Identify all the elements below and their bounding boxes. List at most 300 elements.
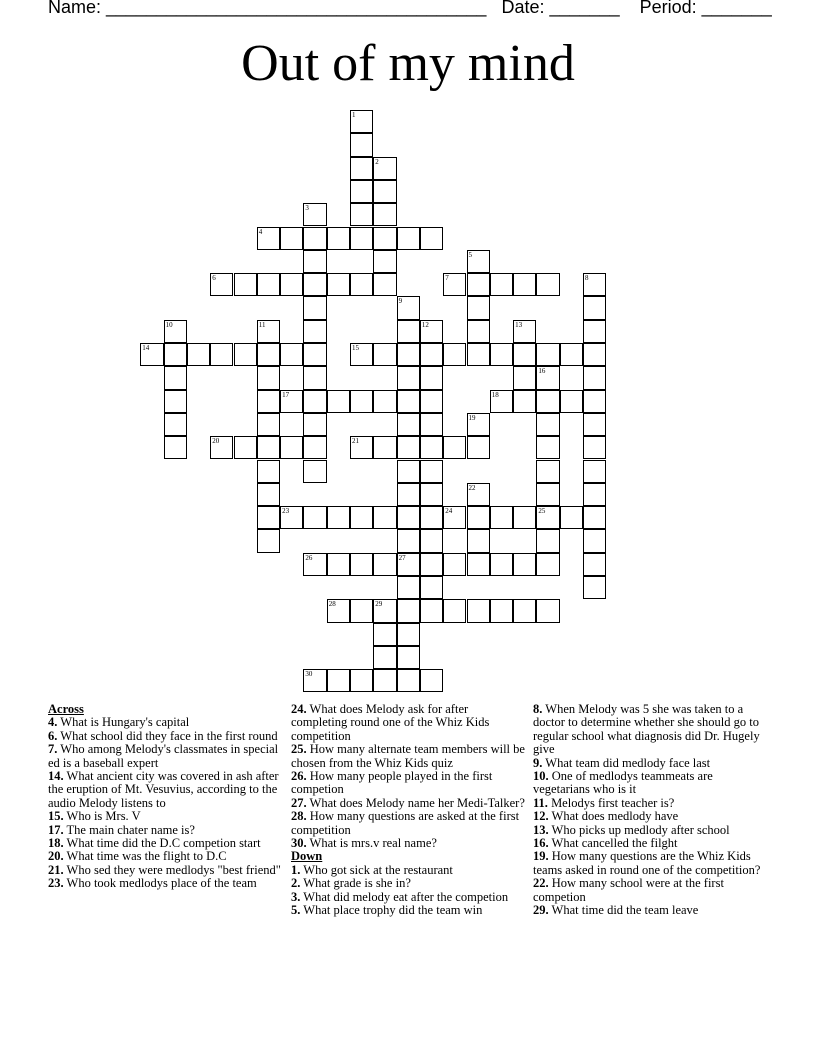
clue-number: 22 <box>468 483 476 492</box>
clue-number: 2 <box>375 157 379 166</box>
grid-cell[interactable] <box>420 343 443 366</box>
grid-cell[interactable] <box>350 180 373 203</box>
grid-cell[interactable] <box>536 483 559 506</box>
grid-cell[interactable] <box>210 273 233 296</box>
grid-cell[interactable] <box>350 110 373 133</box>
clue-item <box>291 837 527 850</box>
grid-cell[interactable] <box>257 273 280 296</box>
clue-number: 29 <box>375 600 383 609</box>
clue-number: 1 <box>352 111 356 119</box>
grid-cell[interactable] <box>257 227 280 250</box>
clue-number: 14 <box>142 344 150 352</box>
clue-number: 27 <box>398 553 406 562</box>
grid-cell[interactable] <box>327 227 350 250</box>
grid-cell[interactable] <box>536 506 559 529</box>
clue-number-label: 4. <box>48 715 58 730</box>
clue-item <box>533 757 769 770</box>
clue-text: What place trophy did the team win <box>303 903 483 918</box>
clue-number-label: 9. <box>533 755 543 770</box>
clue-number-label: 19. <box>533 849 549 864</box>
grid-cell[interactable] <box>397 553 420 576</box>
clue-item <box>48 864 284 877</box>
clue-number: 13 <box>515 320 523 329</box>
grid-cell[interactable] <box>560 390 583 413</box>
clue-number-label: 13. <box>533 822 549 837</box>
grid-cell[interactable] <box>350 227 373 250</box>
grid-cell[interactable] <box>490 553 513 576</box>
clue-item <box>291 797 527 810</box>
grid-cell[interactable] <box>397 646 420 669</box>
clue-number: 12 <box>421 320 429 329</box>
clue-item <box>291 770 527 797</box>
puzzle-title: Out of my mind <box>241 35 575 92</box>
clue-item <box>48 730 284 743</box>
grid-cell[interactable] <box>257 436 280 459</box>
grid-cell[interactable] <box>373 180 396 203</box>
clue-number: 21 <box>352 437 359 446</box>
clue-number-label: 26. <box>291 769 307 784</box>
grid-cell[interactable] <box>234 436 257 459</box>
grid-cell[interactable] <box>583 390 606 413</box>
clue-item <box>533 703 769 757</box>
clue-item <box>48 837 284 850</box>
clue-number-label: 12. <box>533 809 549 824</box>
grid-cell[interactable] <box>420 669 443 692</box>
grid-cell[interactable] <box>467 250 490 273</box>
clue-number: 3 <box>305 204 309 213</box>
grid-cell[interactable] <box>373 599 396 622</box>
grid-cell[interactable] <box>397 599 420 622</box>
grid-cell[interactable] <box>536 390 559 413</box>
grid-cell[interactable] <box>536 460 559 483</box>
clue-item <box>533 797 769 810</box>
grid-cell[interactable] <box>420 413 443 436</box>
grid-cell[interactable] <box>513 553 536 576</box>
clue-text: How many alternate team members will be chosen from the Whiz Kids quiz <box>291 742 525 770</box>
grid-cell[interactable] <box>397 483 420 506</box>
grid-cell[interactable] <box>583 460 606 483</box>
clue-number-label: 20. <box>48 849 64 864</box>
clue-text: When Melody was 5 she was taken to a doctor to determine whether she should go to regular school what diagnosis did Dr. Hugely give <box>533 702 760 757</box>
clue-number: 23 <box>282 507 290 516</box>
grid-cell[interactable] <box>583 366 606 389</box>
clue-number: 10 <box>165 320 173 329</box>
grid-cell[interactable] <box>490 273 513 296</box>
grid-cell[interactable] <box>373 250 396 273</box>
grid-cell[interactable] <box>513 320 536 343</box>
grid-cell[interactable] <box>350 343 373 366</box>
clue-number: 7 <box>445 274 449 283</box>
grid-cell[interactable] <box>303 296 326 319</box>
grid-cell[interactable] <box>373 227 396 250</box>
grid-cell[interactable] <box>303 413 326 436</box>
grid-cell[interactable] <box>536 343 559 366</box>
grid-cell[interactable] <box>420 576 443 599</box>
clue-number-label: 16. <box>533 836 549 851</box>
clue-text: How many people played in the first competion <box>291 769 493 797</box>
clue-text: What time did the team leave <box>551 903 699 918</box>
grid-cell[interactable] <box>280 343 303 366</box>
grid-cell[interactable] <box>467 506 490 529</box>
clue-number-label: 24. <box>291 702 307 716</box>
clue-number: 17 <box>282 390 290 399</box>
grid-cell[interactable] <box>490 390 513 413</box>
clue-item <box>533 824 769 837</box>
clue-text: How many questions are the Whiz Kids teams asked in round one of the competition? <box>533 849 761 877</box>
clue-section-heading: Across <box>48 702 84 716</box>
grid-cell[interactable] <box>583 343 606 366</box>
grid-cell[interactable] <box>467 436 490 459</box>
clue-item <box>533 837 769 850</box>
clue-number-label: 14. <box>48 769 64 784</box>
clue-text: Who got sick at the restaurant <box>303 862 453 877</box>
grid-cell[interactable] <box>350 553 373 576</box>
clue-number-label: 27. <box>291 795 307 810</box>
grid-cell[interactable] <box>303 343 326 366</box>
grid-cell[interactable] <box>373 273 396 296</box>
grid-cell[interactable] <box>397 390 420 413</box>
clue-text: Who took medlodys place of the team <box>66 876 257 891</box>
clue-number-label: 2. <box>291 876 301 891</box>
clue-item <box>291 891 527 904</box>
clue-number-label: 10. <box>533 769 549 784</box>
clue-column-1 <box>48 703 284 891</box>
name-line[interactable]: ______________________________________ <box>106 0 487 17</box>
grid-cell[interactable] <box>303 436 326 459</box>
grid-cell[interactable] <box>234 273 257 296</box>
grid-cell[interactable] <box>397 227 420 250</box>
clue-text: What is mrs.v real name? <box>309 836 437 851</box>
grid-cell[interactable] <box>420 506 443 529</box>
clue-text: Who sed they were medlodys "best friend" <box>66 862 281 877</box>
clue-number-label: 15. <box>48 809 64 824</box>
grid-cell[interactable] <box>257 460 280 483</box>
grid-cell[interactable] <box>536 366 559 389</box>
grid-cell[interactable] <box>490 599 513 622</box>
clue-column-3 <box>533 703 769 918</box>
clue-number-label: 3. <box>291 889 301 904</box>
clue-number-label: 28. <box>291 809 307 824</box>
clue-number: 24 <box>445 507 453 516</box>
date-label: Date: <box>501 0 545 17</box>
grid-cell[interactable] <box>327 553 350 576</box>
grid-cell[interactable] <box>303 203 326 226</box>
grid-cell[interactable] <box>583 506 606 529</box>
clue-item <box>48 877 284 890</box>
grid-cell[interactable] <box>560 343 583 366</box>
grid-cell[interactable] <box>164 413 187 436</box>
grid-cell[interactable] <box>373 343 396 366</box>
clue-text: The main chater name is? <box>66 822 195 837</box>
grid-cell[interactable] <box>513 506 536 529</box>
grid-cell[interactable] <box>583 273 606 296</box>
grid-cell[interactable] <box>327 669 350 692</box>
grid-cell[interactable] <box>583 483 606 506</box>
grid-cell[interactable] <box>420 483 443 506</box>
grid-cell[interactable] <box>420 599 443 622</box>
grid-cell[interactable] <box>583 413 606 436</box>
clue-number-label: 21. <box>48 862 64 877</box>
clue-number: 9 <box>398 297 403 306</box>
grid-cell[interactable] <box>536 413 559 436</box>
grid-cell[interactable] <box>280 273 303 296</box>
grid-cell[interactable] <box>257 390 280 413</box>
grid-cell[interactable] <box>164 343 187 366</box>
grid-cell[interactable] <box>467 343 490 366</box>
grid-cell[interactable] <box>373 157 396 180</box>
clue-text: What team did medlody face last <box>545 755 711 770</box>
clue-item <box>48 824 284 837</box>
clue-section-heading: Down <box>291 849 323 864</box>
grid-cell[interactable] <box>327 506 350 529</box>
grid-cell[interactable] <box>490 343 513 366</box>
grid-cell[interactable] <box>257 506 280 529</box>
grid-cell[interactable] <box>303 273 326 296</box>
clue-number: 5 <box>468 250 472 259</box>
grid-cell[interactable] <box>536 273 559 296</box>
clue-number: 16 <box>538 367 546 376</box>
grid-cell[interactable] <box>303 553 326 576</box>
grid-cell[interactable] <box>303 669 326 692</box>
grid-cell[interactable] <box>513 390 536 413</box>
grid-cell[interactable] <box>234 343 257 366</box>
clue-text: One of medlodys teammeats are vegetarians who is it <box>533 769 713 797</box>
grid-cell[interactable] <box>350 133 373 156</box>
grid-cell[interactable] <box>303 320 326 343</box>
grid-cell[interactable] <box>303 227 326 250</box>
grid-cell[interactable] <box>420 529 443 552</box>
grid-cell[interactable] <box>420 460 443 483</box>
clue-text: What time was the flight to D.C <box>66 849 227 864</box>
period-line[interactable]: _______ <box>701 0 772 17</box>
clue-text: Who among Melody's classmates in special ed is a baseball expert <box>48 742 279 770</box>
grid-cell[interactable] <box>513 343 536 366</box>
grid-cell[interactable] <box>350 506 373 529</box>
clue-number-label: 25. <box>291 742 307 757</box>
clue-item <box>48 716 284 729</box>
clue-item <box>533 810 769 823</box>
clue-number-label: 5. <box>291 903 301 918</box>
grid-cell[interactable] <box>373 506 396 529</box>
clue-item <box>533 904 769 917</box>
grid-cell[interactable] <box>280 227 303 250</box>
grid-cell[interactable] <box>536 436 559 459</box>
grid-cell[interactable] <box>397 669 420 692</box>
grid-cell[interactable] <box>397 436 420 459</box>
grid-cell[interactable] <box>536 553 559 576</box>
grid-cell[interactable] <box>257 320 280 343</box>
grid-cell[interactable] <box>350 669 373 692</box>
grid-cell[interactable] <box>397 413 420 436</box>
grid-cell[interactable] <box>443 273 466 296</box>
clue-item <box>48 770 284 810</box>
clue-text: How many school were at the first competion <box>533 876 724 904</box>
clue-item <box>291 810 527 837</box>
grid-cell[interactable] <box>350 599 373 622</box>
clue-number: 18 <box>491 390 499 399</box>
grid-cell[interactable] <box>327 599 350 622</box>
grid-cell[interactable] <box>467 483 490 506</box>
grid-cell[interactable] <box>257 343 280 366</box>
clue-item <box>291 864 527 877</box>
grid-cell[interactable] <box>420 390 443 413</box>
clue-text: What is Hungary's capital <box>60 715 190 730</box>
clue-text: What did melody eat after the competion <box>303 889 509 904</box>
clue-text: Who picks up medlody after school <box>551 822 730 837</box>
clue-item <box>48 850 284 863</box>
grid-cell[interactable] <box>303 250 326 273</box>
clue-number: 15 <box>352 344 359 352</box>
clue-text: What school did they face in the first round <box>60 728 278 743</box>
clue-number-label: 1. <box>291 862 301 877</box>
grid-cell[interactable] <box>373 669 396 692</box>
grid-cell[interactable] <box>257 483 280 506</box>
grid-cell[interactable] <box>420 366 443 389</box>
grid-cell[interactable] <box>397 623 420 646</box>
clue-number-label: 11. <box>533 795 548 810</box>
grid-cell[interactable] <box>583 296 606 319</box>
clue-number: 20 <box>212 437 220 446</box>
grid-cell[interactable] <box>350 273 373 296</box>
clue-text: What time did the D.C competion start <box>66 836 261 851</box>
grid-cell[interactable] <box>443 599 466 622</box>
grid-cell[interactable] <box>513 273 536 296</box>
grid-cell[interactable] <box>373 203 396 226</box>
grid-cell[interactable] <box>303 460 326 483</box>
clue-column-2 <box>291 703 527 918</box>
clue-number: 8 <box>585 274 589 283</box>
grid-cell[interactable] <box>373 623 396 646</box>
grid-cell[interactable] <box>187 343 210 366</box>
grid-cell[interactable] <box>560 506 583 529</box>
grid-cell[interactable] <box>373 436 396 459</box>
grid-cell[interactable] <box>420 227 443 250</box>
grid-cell[interactable] <box>373 390 396 413</box>
grid-cell[interactable] <box>280 506 303 529</box>
grid-cell[interactable] <box>583 436 606 459</box>
grid-cell[interactable] <box>164 320 187 343</box>
grid-cell[interactable] <box>583 576 606 599</box>
grid-cell[interactable] <box>420 553 443 576</box>
clue-text: What cancelled the filght <box>551 836 678 851</box>
grid-cell[interactable] <box>327 390 350 413</box>
clue-number: 4 <box>258 227 263 236</box>
grid-cell[interactable] <box>467 413 490 436</box>
grid-cell[interactable] <box>490 506 513 529</box>
clue-item <box>533 850 769 877</box>
clue-text: What does medlody have <box>551 809 679 824</box>
grid-cell[interactable] <box>513 599 536 622</box>
grid-cell[interactable] <box>536 529 559 552</box>
grid-cell[interactable] <box>350 436 373 459</box>
clue-text: Who is Mrs. V <box>66 809 141 824</box>
grid-cell[interactable] <box>140 343 163 366</box>
grid-cell[interactable] <box>164 390 187 413</box>
grid-cell[interactable] <box>327 273 350 296</box>
grid-cell[interactable] <box>397 460 420 483</box>
clue-item <box>48 810 284 823</box>
clue-number-label: 18. <box>48 836 64 851</box>
grid-cell[interactable] <box>513 366 536 389</box>
clue-item <box>291 904 527 917</box>
date-line[interactable]: _______ <box>549 0 620 17</box>
grid-cell[interactable] <box>350 203 373 226</box>
grid-cell[interactable] <box>443 553 466 576</box>
grid-cell[interactable] <box>164 366 187 389</box>
clue-text: What grade is she in? <box>303 876 411 891</box>
grid-cell[interactable] <box>397 343 420 366</box>
grid-cell[interactable] <box>420 436 443 459</box>
clue-number: 25 <box>538 507 546 516</box>
grid-cell[interactable] <box>373 646 396 669</box>
clue-text: What does Melody name her Medi-Talker? <box>309 795 525 810</box>
grid-cell[interactable] <box>280 436 303 459</box>
clue-number-label: 17. <box>48 822 64 837</box>
grid-cell[interactable] <box>350 390 373 413</box>
grid-cell[interactable] <box>257 366 280 389</box>
clue-number-label: 23. <box>48 876 64 891</box>
grid-cell[interactable] <box>373 553 396 576</box>
grid-cell[interactable] <box>467 296 490 319</box>
clue-text: What ancient city was covered in ash after the eruption of Mt. Vesuvius, according to the audio Melody listens to <box>48 769 279 810</box>
clue-number: 28 <box>328 600 336 609</box>
grid-cell[interactable] <box>303 390 326 413</box>
clue-number: 6 <box>212 274 216 283</box>
grid-cell[interactable] <box>397 366 420 389</box>
grid-cell[interactable] <box>536 599 559 622</box>
grid-cell[interactable] <box>397 576 420 599</box>
grid-cell[interactable] <box>467 553 490 576</box>
grid-cell[interactable] <box>583 529 606 552</box>
grid-cell[interactable] <box>467 529 490 552</box>
grid-cell[interactable] <box>397 529 420 552</box>
clue-item <box>291 743 527 770</box>
clue-number-label: 8. <box>533 702 543 716</box>
clue-number: 30 <box>305 670 313 679</box>
grid-cell[interactable] <box>467 273 490 296</box>
name-label: Name: <box>48 0 102 17</box>
grid-cell[interactable] <box>303 366 326 389</box>
grid-cell[interactable] <box>280 390 303 413</box>
grid-cell[interactable] <box>443 343 466 366</box>
grid-cell[interactable] <box>583 320 606 343</box>
grid-cell[interactable] <box>397 506 420 529</box>
grid-cell[interactable] <box>303 506 326 529</box>
clue-number-label: 22. <box>533 876 549 891</box>
clue-number-label: 7. <box>48 742 58 757</box>
grid-cell[interactable] <box>397 296 420 319</box>
grid-cell[interactable] <box>397 320 420 343</box>
grid-cell[interactable] <box>350 157 373 180</box>
grid-cell[interactable] <box>257 529 280 552</box>
clue-item <box>291 877 527 890</box>
grid-cell[interactable] <box>210 343 233 366</box>
grid-cell[interactable] <box>420 320 443 343</box>
clue-text: How many questions are asked at the first competition <box>291 809 520 837</box>
grid-cell[interactable] <box>443 436 466 459</box>
clue-number-label: 6. <box>48 728 58 743</box>
clue-number-label: 29. <box>533 903 549 918</box>
clue-text: Melodys first teacher is? <box>551 795 675 810</box>
clue-text: What does Melody ask for after completing round one of the Whiz Kids competition <box>291 702 490 743</box>
grid-cell[interactable] <box>257 413 280 436</box>
grid-cell[interactable] <box>164 436 187 459</box>
grid-cell[interactable] <box>443 506 466 529</box>
grid-cell[interactable] <box>467 599 490 622</box>
grid-cell[interactable] <box>467 320 490 343</box>
grid-cell[interactable] <box>210 436 233 459</box>
grid-cell[interactable] <box>583 553 606 576</box>
